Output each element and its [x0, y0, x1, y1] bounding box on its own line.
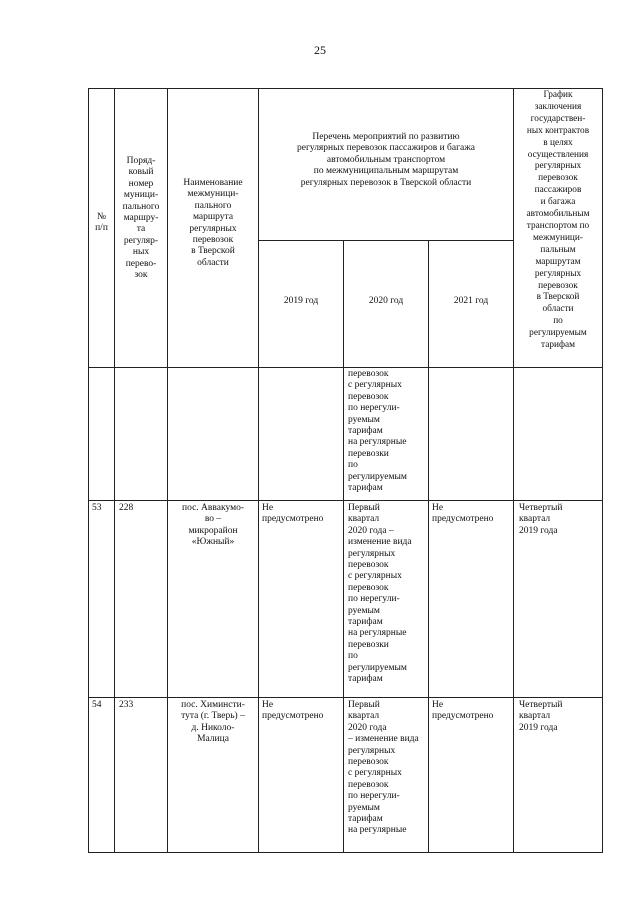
page-number: 25	[314, 43, 326, 57]
header-schedule: График заключения государствен- ных контрактов в целях осуществления регулярных перевозок пассажиров и багажа автомобильным транспортом по межмуници- пальным маршрутам регулярных перевозок в Тверской области по регулируемым тарифам	[526, 90, 590, 351]
row-53-num: 53	[92, 503, 102, 513]
header-measures: Перечень мероприятий по развитию регулярных перевозок пассажиров и багажа автомобильным транспортом по межмуниципальным маршрутам регулярных перевозок в Тверской области	[297, 132, 475, 188]
row-53-route-number: 228	[119, 503, 134, 513]
header-year-2020: 2020 год	[368, 296, 404, 306]
row-54-schedule: Четвертый квартал 2019 года	[519, 700, 563, 733]
row-54-2019: Не предусмотрено	[262, 700, 324, 722]
row-divider	[258, 240, 513, 241]
row-53-2019: Не предусмотрено	[262, 503, 324, 525]
row-53-2020: Первый квартал 2020 года – изменение вида регулярных перевозок с регулярных перевозок по нерегули- руемым тарифам на регулярные перевозки по регулируемым тарифам	[348, 503, 412, 685]
row-54-route-name: пос. Химинсти- тута (г. Тверь) – д. Николо- Малица	[181, 700, 245, 745]
row-53-route-name: пос. Аввакумо- во – микрорайон «Южный»	[182, 503, 244, 548]
header-year-2019: 2019 год	[283, 296, 319, 306]
row-divider	[88, 697, 603, 698]
row-53-schedule: Четвертый квартал 2019 года	[519, 503, 563, 536]
header-route-number: Поряд- ковый номер муници- пального маршру- та регуляр- ных перево- зок	[122, 156, 160, 281]
row-divider	[88, 500, 603, 501]
row-divider	[88, 367, 603, 368]
header-num: № п/п	[95, 212, 108, 234]
row-54-route-number: 233	[119, 700, 134, 710]
row-54-2021: Не предусмотрено	[432, 700, 494, 722]
row-54-2020: Первый квартал 2020 года – изменение вида регулярных перевозок с регулярных перевозок по нерегули- руемым тарифам на регулярные	[348, 700, 419, 836]
col-divider	[258, 88, 259, 853]
row-54-num: 54	[92, 700, 102, 710]
header-route-name: Наименование межмуници- пального маршрута регулярных перевозок в Тверской области	[183, 178, 243, 268]
col-divider	[428, 240, 429, 853]
col-divider	[343, 240, 344, 853]
row-53-2021: Не предусмотрено	[432, 503, 494, 525]
continuation-2020-cell: перевозок с регулярных перевозок по нерегули- руемым тарифам на регулярные перевозки по регулируемым тарифам	[348, 369, 407, 494]
header-year-2021: 2021 год	[453, 296, 489, 306]
